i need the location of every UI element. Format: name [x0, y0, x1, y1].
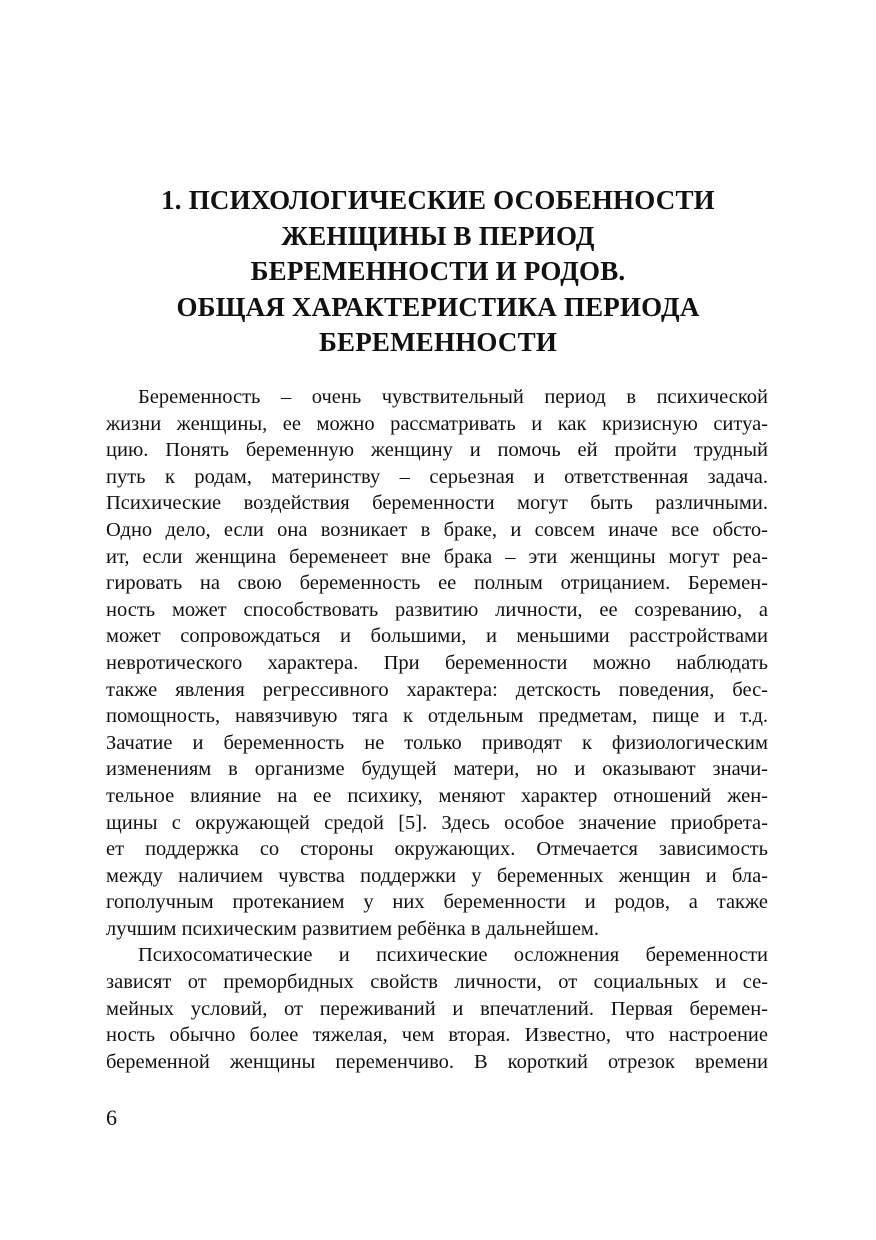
chapter-heading	[106, 183, 770, 361]
text-line: тельное влияние на ее психику, меняют характер отношений жен-	[106, 784, 768, 807]
text-line: ит, если женщина беременеет вне брака – эти женщины могут реа-	[106, 545, 768, 568]
heading-line: ЖЕНЩИНЫ В ПЕРИОД	[281, 220, 595, 251]
text-line: ность может способствовать развитию личности, ее созреванию, а	[106, 598, 768, 621]
text-line: Зачатие и беременность не только приводят к физиологическим	[106, 731, 768, 754]
text-line: цию. Понять беременную женщину и помочь ей пройти трудный	[106, 439, 768, 462]
text-line: может сопровождаться и большими, и меньшими расстройствами	[106, 625, 768, 648]
text-line: лучшим психическим развитием ребёнка в дальнейшем.	[106, 917, 600, 940]
paragraph-2	[106, 942, 768, 1075]
heading-line: 1. ПСИХОЛОГИЧЕСКИЕ ОСОБЕННОСТИ	[161, 185, 715, 215]
text-line: путь к родам, материнству – серьезная и ответственная задача.	[106, 465, 768, 488]
text-line: жизни женщины, ее можно рассматривать и как кризисную ситуа-	[106, 412, 768, 435]
heading-line: БЕРЕМЕННОСТИ И РОДОВ.	[250, 256, 626, 286]
text-line: Беременность – очень чувствительный период в психической	[138, 386, 768, 408]
text-line: зависят от преморбидных свойств личности, от социальных и се-	[106, 971, 768, 994]
text-line: помощность, навязчивую тяга к отдельным предметам, пище и т.д.	[106, 705, 768, 728]
text-line: Одно дело, если она возникает в браке, и совсем иначе все обсто-	[106, 518, 768, 541]
page-number: 6	[106, 1105, 117, 1130]
text-line: ет поддержка со стороны окружающих. Отмечается зависимость	[106, 838, 768, 861]
paragraph-1	[106, 384, 768, 942]
heading-line: ОБЩАЯ ХАРАКТЕРИСТИКА ПЕРИОДА	[176, 291, 700, 322]
text-line: мейных условий, от переживаний и впечатлений. Первая беремен-	[106, 997, 768, 1020]
text-line: Психосоматические и психические осложнения беременности	[138, 944, 768, 967]
text-line: щины с окружающей средой [5]. Здесь особое значение приобрета-	[106, 811, 768, 834]
text-line: ность обычно более тяжелая, чем вторая. Известно, что настроение	[106, 1024, 768, 1047]
heading-line: БЕРЕМЕННОСТИ	[318, 327, 558, 357]
text-line: невротического характера. При беременности можно наблюдать	[106, 651, 768, 674]
text-line: изменениям в организме будущей матери, но и оказывают значи-	[106, 758, 768, 781]
text-line: гировать на свою беременность ее полным отрицанием. Беремен-	[106, 572, 768, 595]
text-line: беременной женщины переменчиво. В короткий отрезок времени	[106, 1050, 768, 1073]
text-line: гополучным протеканием у них беременности и родов, а также	[106, 891, 768, 914]
body-text	[106, 384, 768, 1075]
text-line: между наличием чувства поддержки у беременных женщин и бла-	[106, 864, 768, 887]
text-line: Психические воздействия беременности могут быть различными.	[106, 492, 768, 515]
text-line: также явления регрессивного характера: детскость поведения, бес-	[106, 678, 768, 701]
